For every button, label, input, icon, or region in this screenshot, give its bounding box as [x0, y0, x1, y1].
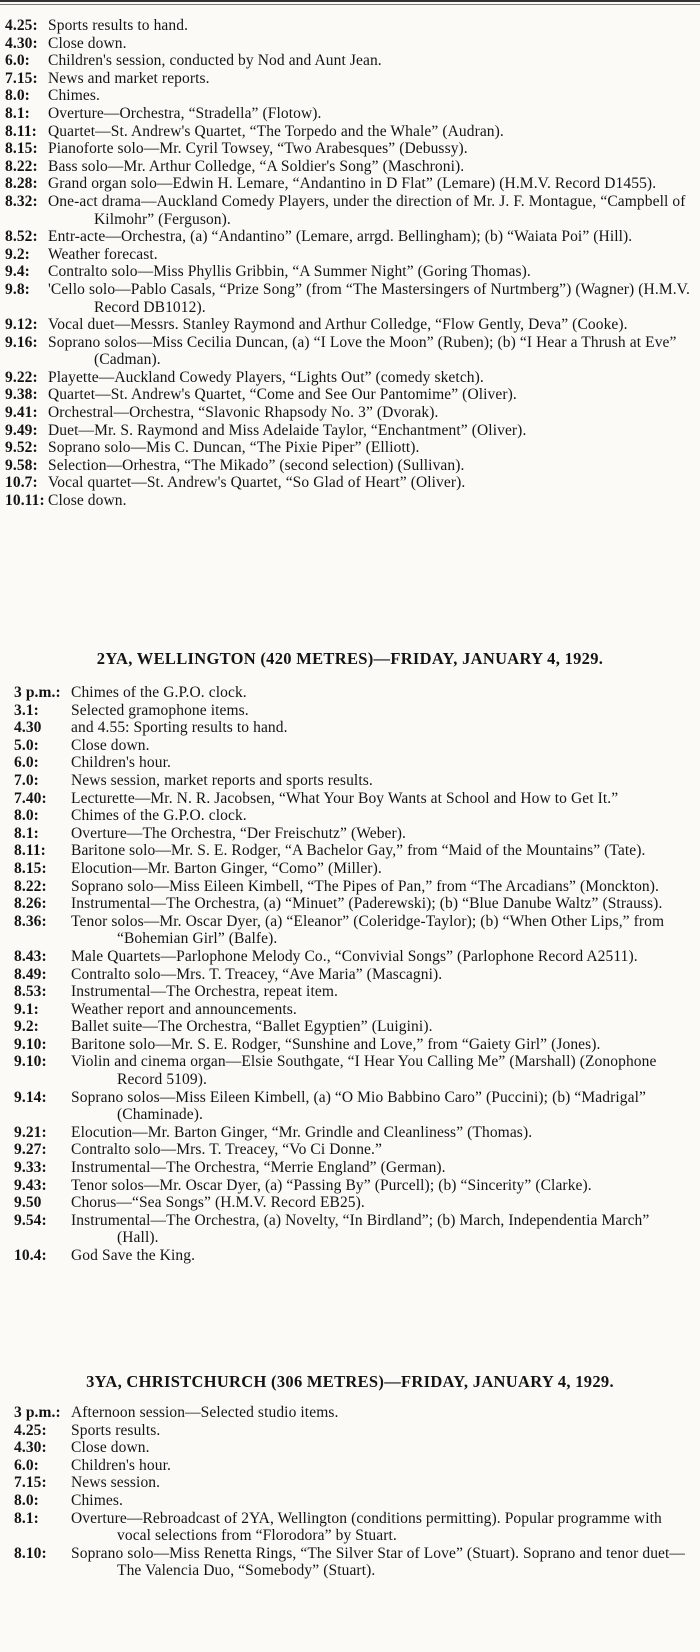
programme-entry [0, 790, 700, 808]
entry-time: 7.40: [14, 789, 47, 807]
entry-time: 4.30 [14, 719, 42, 737]
programme-entry [0, 948, 700, 966]
entry-text: Violin and cinema organ—Elsie Southgate, “I Hear You Calling Me” (Marshall) (Zonophone Record 5109). [71, 1053, 657, 1089]
entry-time: 7.0: [14, 771, 39, 789]
programme-entry [0, 87, 700, 105]
programme-entry [0, 158, 700, 176]
programme-entry [0, 316, 700, 334]
entry-time: 6.0: [5, 52, 30, 70]
entry-time: 8.10: [14, 1544, 47, 1562]
entry-text: Afternoon session—Selected studio items. [71, 1404, 339, 1421]
entry-text: Ballet suite—The Orchestra, “Ballet Egyptien” (Luigini). [71, 1018, 433, 1036]
programme-entry [0, 457, 700, 475]
entry-time: 7.15: [5, 69, 38, 87]
2ya-heading: 2YA, WELLINGTON (420 METRES)—FRIDAY, JANUARY 4, 1929. [96, 649, 604, 668]
entry-text: 'Cello solo—Pablo Casals, “Prize Song” (from “The Mastersingers of Nurtmberg”) (Wagner) (H.M.V. Record DB1012). [48, 280, 690, 316]
entry-text: Grand organ solo—Edwin H. Lemare, “Andantino in D Flat” (Lemare) (H.M.V. Record D1455). [48, 175, 657, 193]
entry-text: Children's hour. [71, 754, 171, 772]
programme-entry [0, 1247, 700, 1265]
programme-entry [0, 754, 700, 772]
entry-text: Bass solo—Mr. Arthur Colledge, “A Soldier's Song” (Maschroni). [48, 157, 465, 175]
entry-text: News session. [71, 1474, 161, 1492]
entry-text: God Save the King. [71, 1247, 196, 1264]
entry-text: Tenor solos—Mr. Oscar Dyer, (a) “Passing By” (Purcell); (b) “Sincerity” (Clarke). [71, 1176, 592, 1194]
entry-text: Close down. [48, 492, 127, 510]
entry-text: Vocal quartet—St. Andrew's Quartet, “So Glad of Heart” (Oliver). [48, 474, 466, 492]
entry-text: Close down. [71, 736, 150, 754]
entry-text: Chorus—“Sea Songs” (H.M.V. Record EB25). [71, 1194, 365, 1212]
entry-text: Playette—Auckland Cowedy Players, “Lights Out” (comedy sketch). [48, 368, 484, 386]
entry-time: 9.50 [14, 1194, 42, 1212]
entry-text: Duet—Mr. S. Raymond and Miss Adelaide Taylor, “Enchantment” (Oliver). [48, 421, 527, 439]
entry-time: 7.15: [14, 1474, 47, 1492]
top-rule [0, 0, 700, 5]
entry-text: Instrumental—The Orchestra, (a) Novelty, “In Birdland”; (b) March, Independentia March” (Hall). [71, 1211, 650, 1247]
programme-entry [0, 175, 700, 193]
entry-text: Sports results. [71, 1421, 161, 1439]
entry-time: 4.30: [14, 1439, 47, 1457]
programme-entry [0, 246, 700, 264]
entry-time: 9.58: [5, 456, 38, 474]
entry-text: Close down. [71, 1439, 150, 1457]
programme-entry [0, 895, 700, 913]
programme-entry [0, 772, 700, 790]
entry-text: Lecturette—Mr. N. R. Jacobsen, “What Your Boy Wants at School and How to Get It.” [71, 789, 619, 807]
entry-time: 8.11: [14, 842, 46, 860]
entry-time: 9.8: [5, 280, 30, 298]
2ya-programme [0, 684, 700, 1265]
entry-text: Contralto solo—Mrs. T. Treacey, “Ave Maria” (Mascagni). [71, 965, 443, 983]
entry-time: 9.33: [14, 1159, 47, 1177]
entry-time: 8.22: [5, 157, 38, 175]
entry-time: 9.14: [14, 1088, 47, 1106]
entry-time: 3 p.m.: [14, 684, 61, 701]
entry-text: Selection—Orhestra, “The Mikado” (second selection) (Sullivan). [48, 456, 465, 474]
entry-time: 9.2: [14, 1018, 39, 1036]
programme-entry [0, 1474, 700, 1492]
entry-text: Soprano solo—Miss Eileen Kimbell, “The Pipes of Pan,” from “The Arcadians” (Monckton). [71, 877, 660, 895]
programme-entry [0, 105, 700, 123]
programme-entry [0, 966, 700, 984]
programme-entry [0, 842, 700, 860]
entry-time: 9.10: [14, 1035, 47, 1053]
programme-entry [0, 719, 700, 737]
entry-text: News session, market reports and sports results. [71, 771, 373, 789]
programme-entry [0, 860, 700, 878]
programme-entry [0, 702, 700, 720]
entry-text: Overture—Rebroadcast of 2YA, Wellington (conditions permitting). Popular programme with vocal selections from “Florodora” by Stuart. [71, 1509, 662, 1545]
entry-text: One-act drama—Auckland Comedy Players, under the direction of Mr. J. F. Montague, “Campbell of Kilmohr” (Ferguson). [48, 192, 686, 228]
programme-entry [0, 193, 700, 228]
entry-text: Weather report and announcements. [71, 1000, 297, 1018]
programme-entry [0, 228, 700, 246]
entry-time: 8.52: [5, 228, 38, 246]
programme-entry [0, 825, 700, 843]
entry-time: 6.0: [14, 1456, 39, 1474]
programme-entry [0, 1053, 700, 1088]
entry-text: Instrumental—The Orchestra, repeat item. [71, 983, 338, 1001]
entry-text: Chimes of the G.P.O. clock. [71, 807, 247, 825]
entry-text: Elocution—Mr. Barton Ginger, “Mr. Grindle and Cleanliness” (Thomas). [71, 1123, 533, 1141]
programme-entry [0, 474, 700, 492]
entry-text: Close down. [48, 34, 127, 52]
entry-time: 8.53: [14, 983, 47, 1001]
entry-time: 8.0: [14, 1491, 39, 1509]
entry-time: 8.28: [5, 175, 38, 193]
entry-text: Sports results to hand. [48, 17, 189, 34]
entry-text: Quartet—St. Andrew's Quartet, “Come and See Our Pantomime” (Oliver). [48, 386, 517, 404]
programme-entry [0, 1545, 700, 1580]
entry-time: 9.12: [5, 316, 38, 334]
entry-text: Vocal duet—Messrs. Stanley Raymond and Arthur Colledge, “Flow Gently, Deva” (Cooke). [48, 316, 628, 334]
entry-time: 8.49: [14, 965, 47, 983]
entry-text: Chimes. [71, 1491, 123, 1509]
entry-text: Quartet—St. Andrew's Quartet, “The Torpedo and the Whale” (Audran). [48, 122, 504, 140]
programme-entry [0, 52, 700, 70]
programme-entry [0, 1141, 700, 1159]
entry-text: Soprano solo—Miss Renetta Rings, “The Silver Star of Love” (Stuart). Soprano and tenor duet—The Valencia Duo, “Somebody” (Stuart). [71, 1544, 686, 1580]
3ya-programme [0, 1404, 700, 1580]
entry-time: 8.43: [14, 947, 47, 965]
entry-time: 9.54: [14, 1211, 47, 1229]
entry-time: 8.26: [14, 895, 47, 913]
programme-entry [0, 140, 700, 158]
entry-time: 8.15: [5, 140, 38, 158]
programme-entry [0, 35, 700, 53]
entry-time: 4.25: [14, 1421, 47, 1439]
programme-entry [0, 1159, 700, 1177]
programme-entry [0, 737, 700, 755]
programme-entry [0, 281, 700, 316]
entry-text: Soprano solos—Miss Cecilia Duncan, (a) “I Love the Moon” (Ruben); (b) “I Hear a Thrush at Eve” (Cadman). [48, 333, 677, 369]
programme-entry [0, 1124, 700, 1142]
programme-entry [0, 439, 700, 457]
entry-text: Children's hour. [71, 1456, 171, 1474]
entry-time: 8.1: [14, 824, 39, 842]
entry-time: 8.0: [5, 87, 30, 105]
programme-entry [0, 404, 700, 422]
programme-entry [0, 17, 700, 35]
entry-time: 9.41: [5, 404, 38, 422]
programme-entry [0, 1457, 700, 1475]
entry-text: Children's session, conducted by Nod and Aunt Jean. [48, 52, 382, 70]
programme-entry [0, 369, 700, 387]
programme-entry [0, 422, 700, 440]
entry-time: 9.21: [14, 1123, 47, 1141]
programme-entry [0, 123, 700, 141]
entry-text: Baritone solo—Mr. S. E. Rodger, “Sunshine and Love,” from “Gaiety Girl” (Jones). [71, 1035, 601, 1053]
entry-text: Chimes of the G.P.O. clock. [71, 684, 247, 701]
entry-text: Entr-acte—Orchestra, (a) “Andantino” (Lemare, arrgd. Bellingham); (b) “Waiata Poi” (Hill). [48, 228, 633, 246]
entry-text: Tenor solos—Mr. Oscar Dyer, (a) “Eleanor” (Coleridge-Taylor); (b) “When Other Lips,” from “Bohemian Girl” (Balfe). [71, 912, 665, 948]
entry-text: Elocution—Mr. Barton Ginger, “Como” (Miller). [71, 859, 382, 877]
entry-time: 8.1: [5, 104, 30, 122]
entry-time: 8.1: [14, 1509, 39, 1527]
programme-entry [0, 263, 700, 281]
entry-text: Instrumental—The Orchestra, “Merrie England” (German). [71, 1159, 446, 1177]
entry-text: Overture—Orchestra, “Stradella” (Flotow). [48, 104, 322, 122]
programme-entry [0, 1510, 700, 1545]
entry-time: 9.38: [5, 386, 38, 404]
entry-text: Overture—The Orchestra, “Der Freischutz” (Weber). [71, 824, 407, 842]
entry-time: 4.25: [5, 17, 38, 34]
entry-time: 9.16: [5, 333, 38, 351]
entry-text: Contralto solo—Miss Phyllis Gribbin, “A Summer Night” (Goring Thomas). [48, 263, 531, 281]
programme-entry [0, 1422, 700, 1440]
entry-time: 3.1: [14, 701, 39, 719]
programme-entry [0, 983, 700, 1001]
entry-time: 9.49: [5, 421, 38, 439]
entry-time: 9.2: [5, 245, 30, 263]
entry-text: News and market reports. [48, 69, 210, 87]
3ya-heading: 3YA, CHRISTCHURCH (306 METRES)—FRIDAY, JANUARY 4, 1929. [86, 1372, 614, 1391]
entry-time: 9.52: [5, 439, 38, 457]
programme-entry [0, 1089, 700, 1124]
entry-text: Baritone solo—Mr. S. E. Rodger, “A Bachelor Gay,” from “Maid of the Mountains” (Tate). [71, 842, 646, 860]
entry-time: 8.22: [14, 877, 47, 895]
entry-time: 10.4: [14, 1247, 47, 1264]
entry-text: and 4.55: Sporting results to hand. [71, 719, 288, 737]
programme-entry [0, 1404, 700, 1422]
programme-entry [0, 913, 700, 948]
programme-entry [0, 1212, 700, 1247]
programme-entry [0, 878, 700, 896]
entry-text: Chimes. [48, 87, 100, 105]
entry-time: 10.11: [5, 492, 45, 510]
programme-entry [0, 1439, 700, 1457]
programme-entry [0, 1018, 700, 1036]
entry-text: Pianoforte solo—Mr. Cyril Towsey, “Two Arabesques” (Debussy). [48, 140, 468, 158]
entry-time: 10.7: [5, 474, 38, 492]
entry-time: 9.22: [5, 368, 38, 386]
programme-entry [0, 386, 700, 404]
entry-time: 9.43: [14, 1176, 47, 1194]
entry-time: 8.15: [14, 859, 47, 877]
entry-text: Orchestral—Orchestra, “Slavonic Rhapsody No. 3” (Dvorak). [48, 404, 439, 422]
entry-time: 5.0: [14, 736, 39, 754]
programme-entry [0, 70, 700, 88]
entry-time: 3 p.m.: [14, 1404, 61, 1421]
programme-entry [0, 807, 700, 825]
programme-entry [0, 334, 700, 369]
entry-time: 8.32: [5, 192, 38, 210]
entry-text: Male Quartets—Parlophone Melody Co., “Convivial Songs” (Parlophone Record A2511). [71, 947, 638, 965]
entry-text: Soprano solos—Miss Eileen Kimbell, (a) “O Mio Babbino Caro” (Puccini); (b) “Madrigal” (Chaminade). [71, 1088, 646, 1124]
entry-text: Soprano solo—Mis C. Duncan, “The Pixie Piper” (Elliott). [48, 439, 420, 457]
programme-entry [0, 1492, 700, 1510]
programme-entry [0, 684, 700, 702]
entry-time: 9.27: [14, 1141, 47, 1159]
programme-entry [0, 492, 700, 510]
entry-text: Instrumental—The Orchestra, (a) “Minuet” (Paderewski); (b) “Blue Danube Waltz” (Strauss). [71, 895, 663, 913]
programme-entry [0, 1177, 700, 1195]
entry-time: 8.11: [5, 122, 37, 140]
entry-time: 9.4: [5, 263, 30, 281]
entry-time: 9.10: [14, 1053, 47, 1071]
entry-text: Weather forecast. [48, 245, 158, 263]
entry-time: 9.1: [14, 1000, 39, 1018]
entry-time: 8.36: [14, 912, 47, 930]
entry-text: Contralto solo—Mrs. T. Treacey, “Vo Ci Donne.” [71, 1141, 382, 1159]
1ya-programme [0, 17, 700, 510]
entry-text: Selected gramophone items. [71, 701, 249, 719]
programme-entry [0, 1194, 700, 1212]
programme-entry [0, 1036, 700, 1054]
entry-time: 6.0: [14, 754, 39, 772]
programme-entry [0, 1001, 700, 1019]
entry-time: 8.0: [14, 807, 39, 825]
entry-time: 4.30: [5, 34, 38, 52]
